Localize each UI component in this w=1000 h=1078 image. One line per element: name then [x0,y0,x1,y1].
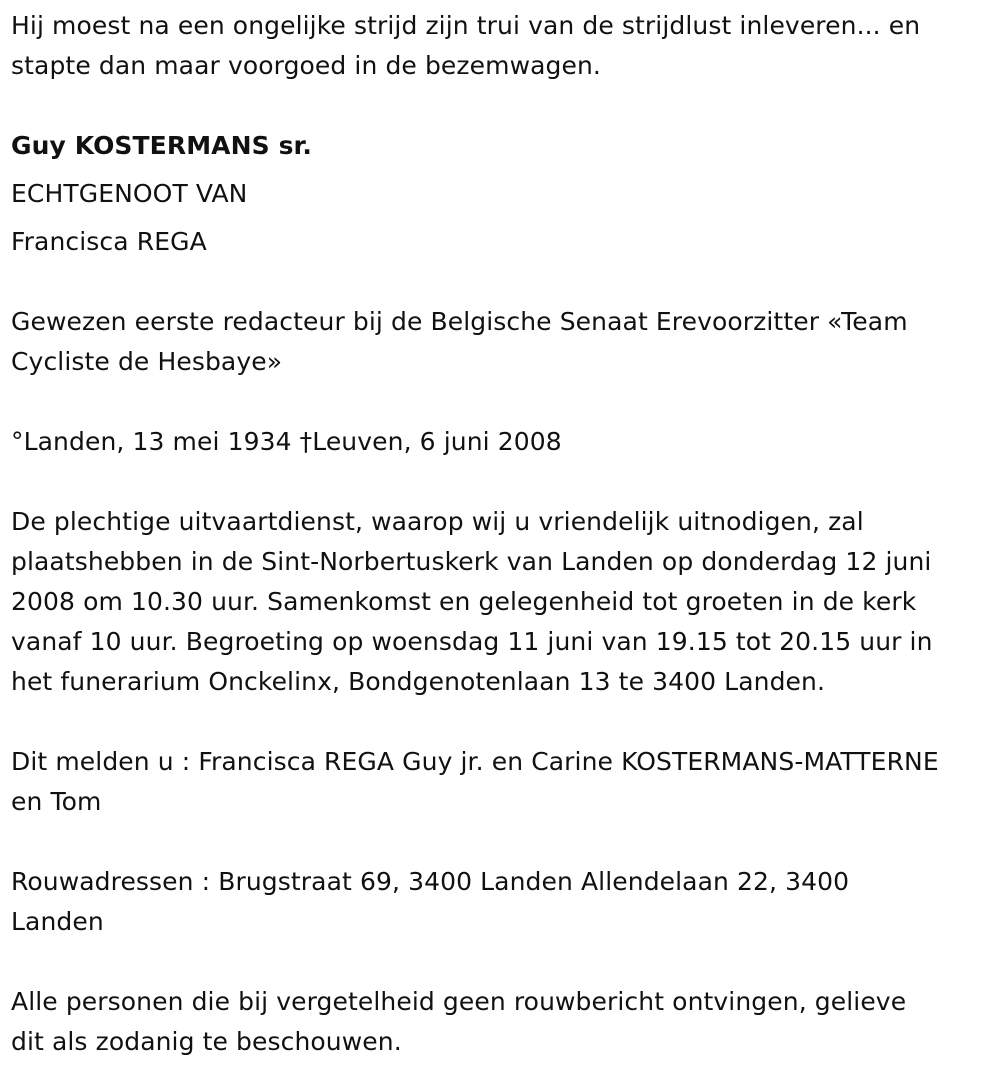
birth-death-dates: °Landen, 13 mei 1934 †Leuven, 6 juni 2008 [11,427,562,456]
roles-paragraph [11,302,908,382]
announcers-paragraph [11,742,939,822]
intro-line: Hij moest na een ongelijke strijd zijn trui van de strijdlust inleveren... en [11,11,921,40]
announcers-line: Dit melden u : Francisca REGA Guy jr. en Carine KOSTERMANS-MATTERNE [11,747,939,776]
addresses-line: Landen [11,907,104,936]
service-paragraph [11,502,933,702]
spouse-name: Francisca REGA [11,227,207,256]
deceased-name: Guy KOSTERMANS sr. [11,131,313,160]
spouse-label: ECHTGENOOT VAN [11,179,248,208]
service-line: vanaf 10 uur. Begroeting op woensdag 11 juni van 19.15 tot 20.15 uur in [11,627,933,656]
service-line: 2008 om 10.30 uur. Samenkomst en gelegenheid tot groeten in de kerk [11,587,917,616]
intro-paragraph [11,6,920,86]
roles-line: Cycliste de Hesbaye» [11,347,283,376]
service-line: De plechtige uitvaartdienst, waarop wij u vriendelijk uitnodigen, zal [11,507,864,536]
service-line: plaatshebben in de Sint-Norbertuskerk van Landen op donderdag 12 juni [11,547,932,576]
announcers-line: en Tom [11,787,102,816]
intro-line: stapte dan maar voorgoed in de bezemwagen. [11,51,601,80]
closing-line: dit als zodanig te beschouwen. [11,1027,402,1056]
addresses-line: Rouwadressen : Brugstraat 69, 3400 Landen Allendelaan 22, 3400 [11,867,850,896]
addresses-paragraph [11,862,849,942]
closing-line: Alle personen die bij vergetelheid geen rouwbericht ontvingen, gelieve [11,987,907,1016]
service-line: het funerarium Onckelinx, Bondgenotenlaan 13 te 3400 Landen. [11,667,826,696]
closing-paragraph [11,982,906,1062]
roles-line: Gewezen eerste redacteur bij de Belgische Senaat Erevoorzitter «Team [11,307,908,336]
